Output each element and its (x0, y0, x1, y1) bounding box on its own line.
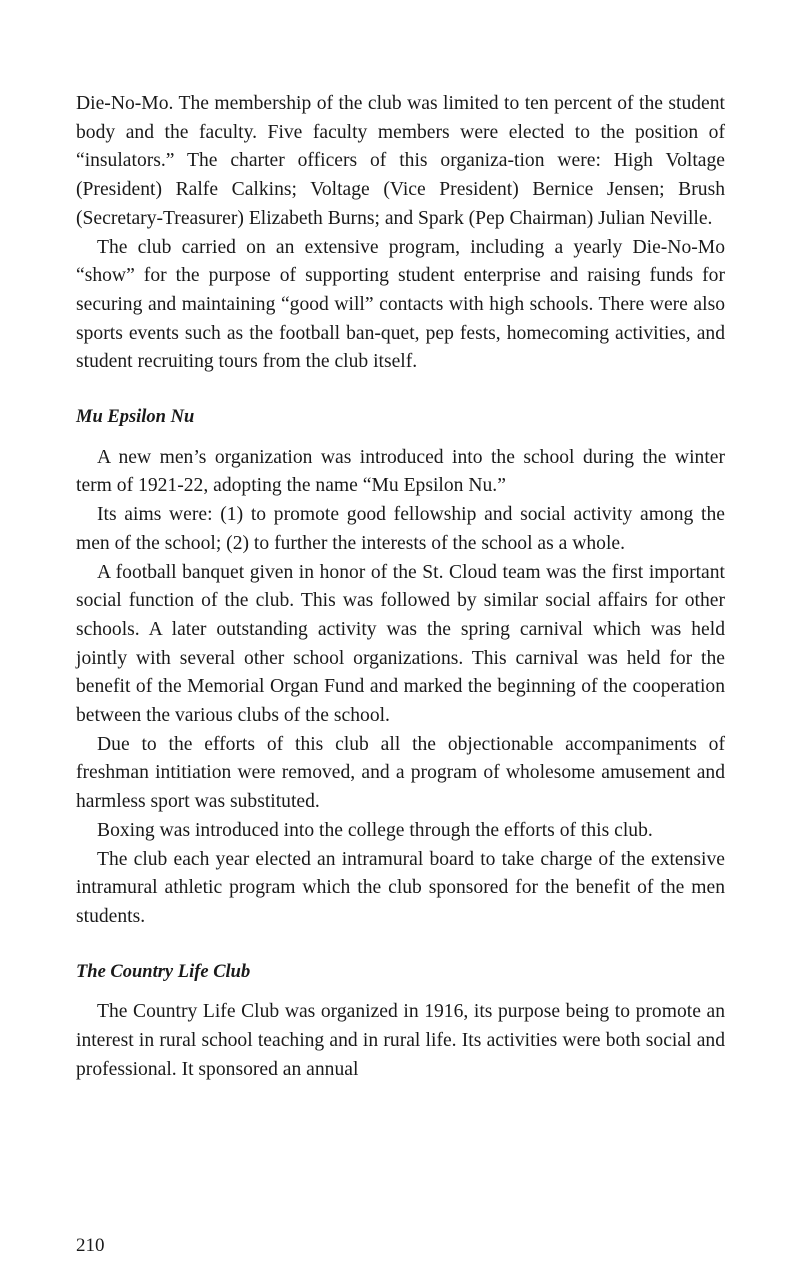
paragraph-die-no-mo-program: The club carried on an extensive program, including a yearly Die-No-Mo “show” for the purpose of supporting student enterprise and raising funds for securing and maintaining “good will” contacts with high schools. There were also sports events such as the football ban-quet, pep fests, homecoming activities, and student recruiting tours from the club itself. (76, 236, 725, 373)
paragraph-country-life-club-intro: The Country Life Club was organized in 1916, its purpose being to promote an interest in rural school teaching and in rural life. Its activities were both social and professional. It sponsored an annual (76, 1001, 725, 1080)
paragraph-mu-epsilon-nu-boxing: Boxing was introduced into the college through the efforts of this club. (97, 819, 653, 841)
paragraph-die-no-mo-membership: Die-No-Mo. The membership of the club was limited to ten percent of the student body and the faculty. Five faculty members were elected to the position of “insulators.” The charter officers of this organiza-tion were: High Voltage (President) Ralfe Calkins; Voltage (Vice President) Bernice Jensen; Brush (Secretary-Treasurer) Elizabeth Burns; and Spark (Pep Chairman) Julian Neville. (76, 93, 725, 229)
paragraph-mu-epsilon-nu-initiation: Due to the efforts of this club all the objectionable accompaniments of freshman intitiation were removed, and a program of wholesome amusement and harmless sport was substituted. (76, 733, 725, 813)
section-heading-country-life-club: The Country Life Club (76, 961, 251, 982)
paragraph-mu-epsilon-nu-aims: Its aims were: (1) to promote good fellowship and social activity among the men of the school; (2) to further the interests of the school as a whole. (76, 504, 725, 554)
page-body (76, 90, 725, 1085)
paragraph-mu-epsilon-nu-banquet: A football banquet given in honor of the St. Cloud team was the first important social function of the club. This was followed by similar social affairs for other schools. A later outstanding activity was the spring carnival which was held jointly with several other school organizations. This carnival was held for the benefit of the Memorial Organ Fund and marked the beginning of the cooperation between the various clubs of the school. (76, 561, 725, 727)
page-number: 210 (76, 1235, 105, 1256)
paragraph-mu-epsilon-nu-intramural: The club each year elected an intramural board to take charge of the extensive intramural athletic program which the club sponsored for the benefit of the men students. (76, 848, 725, 927)
section-heading-mu-epsilon-nu: Mu Epsilon Nu (76, 407, 195, 428)
paragraph-mu-epsilon-nu-intro: A new men’s organization was introduced into the school during the winter term of 1921-22, adopting the name “Mu Epsilon Nu.” (76, 446, 725, 497)
